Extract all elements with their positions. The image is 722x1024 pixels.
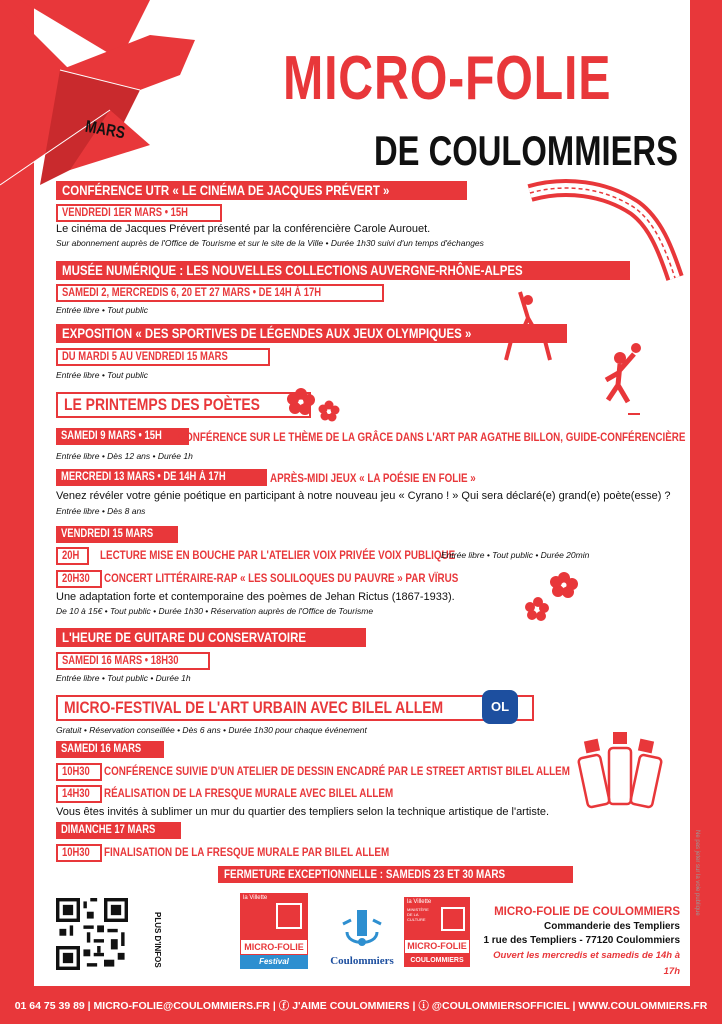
printemps-e1-date: SAMEDI 9 MARS • 15H bbox=[56, 428, 189, 445]
printemps-e3-date: VENDREDI 15 MARS bbox=[56, 526, 178, 543]
utr-title: CONFÉRENCE UTR « LE CINÉMA DE JACQUES PRÉVERT » bbox=[56, 181, 467, 200]
logo2-label: Coulommiers bbox=[330, 955, 394, 967]
printemps-e2-info: Entrée libre • Dès 8 ans bbox=[56, 506, 146, 516]
logo1-sub: Festival bbox=[240, 955, 308, 969]
expo-title: EXPOSITION « DES SPORTIVES DE LÉGENDES AUX JEUX OLYMPIQUES » bbox=[56, 324, 567, 343]
micro-folie-festival-logo bbox=[240, 893, 308, 973]
expo-info: Entrée libre • Tout public bbox=[56, 370, 148, 380]
musee-date: SAMEDI 2, MERCREDIS 6, 20 ET 27 MARS • DE 14H À 17H bbox=[56, 284, 384, 302]
logo1-top: la Villette bbox=[243, 895, 268, 901]
contact-info bbox=[480, 904, 680, 980]
logo3-top: la Villette bbox=[407, 899, 432, 905]
ol-logo-icon: OL bbox=[482, 690, 518, 724]
festival-day1: SAMEDI 16 MARS bbox=[56, 741, 164, 758]
utr-info: Sur abonnement auprès de l'Office de Tourisme et sur le site de la Ville • Durée 1h30 suivi d'un temps d'échanges bbox=[56, 238, 484, 248]
logo1-cubes-icon bbox=[276, 903, 302, 929]
flower-icon bbox=[524, 570, 584, 625]
musee-title: MUSÉE NUMÉRIQUE : LES NOUVELLES COLLECTIONS AUVERGNE-RHÔNE-ALPES bbox=[56, 261, 630, 280]
utr-date: VENDREDI 1ER MARS • 15H bbox=[56, 204, 222, 222]
printemps-e3b-time: 20H30 bbox=[56, 570, 102, 588]
logo1-main: MICRO-FOLIE bbox=[240, 939, 308, 955]
festival-info: Gratuit • Réservation conseillée • Dès 6 ans • Durée 1h30 pour chaque événement bbox=[56, 725, 367, 735]
printemps-e3b-info: De 10 à 15€ • Tout public • Durée 1h30 • Réservation auprès de l'Office de Tourisme bbox=[56, 606, 374, 616]
flower-icon bbox=[285, 385, 345, 425]
logo3-ministry: MINISTÈRE DE LA CULTURE bbox=[407, 907, 429, 922]
printemps-e3a-time: 20H bbox=[56, 547, 89, 565]
footer-contacts[interactable]: 01 64 75 39 89 | MICRO-FOLIE@COULOMMIERS.FR | ⓕ J'AIME COULOMMIERS | ⓘ @COULOMMIERSOFFICIEL | WWW.COULOMMIERS.FR bbox=[14, 1000, 708, 1012]
expo-date: DU MARDI 5 AU VENDREDI 15 MARS bbox=[56, 348, 270, 366]
festival-day2: DIMANCHE 17 MARS bbox=[56, 822, 181, 839]
festival-time2: 14H30 bbox=[56, 785, 102, 803]
month-label: MARS bbox=[83, 116, 127, 143]
qr-code-icon[interactable] bbox=[56, 898, 128, 970]
utr-description: Le cinéma de Jacques Prévert présenté par la conférencière Carole Aurouet. bbox=[56, 223, 431, 235]
coulommiers-logo bbox=[322, 902, 402, 972]
logo3-main: MICRO-FOLIE bbox=[404, 939, 470, 954]
festival-activity3: FINALISATION DE LA FRESQUE MURALE PAR BILEL ALLEM bbox=[104, 845, 390, 859]
logo3-cubes-icon bbox=[441, 907, 465, 931]
printemps-e1-title: CONFÉRENCE SUR LE THÈME DE LA GRÂCE DANS L'ART PAR AGATHE BILLON, GUIDE-CONFÉRENCIÈRE bbox=[178, 430, 686, 444]
printemps-e3b-title: CONCERT LITTÉRAIRE-RAP « LES SOLILOQUES DU PAUVRE » PAR VÏRUS bbox=[104, 571, 459, 585]
side-note: Ne pas jeter sur la voie publique bbox=[694, 830, 700, 916]
info-line1: Commanderie des Templiers bbox=[544, 921, 680, 932]
page-title: MICRO-FOLIE bbox=[283, 44, 612, 113]
guitare-info: Entrée libre • Tout public • Durée 1h bbox=[56, 673, 191, 683]
page-subtitle: DE COULOMMIERS bbox=[374, 127, 678, 174]
printemps-e3a-info: Entrée libre • Tout public • Durée 20min bbox=[441, 550, 590, 560]
musee-info: Entrée libre • Tout public bbox=[56, 305, 148, 315]
spray-cans-icon bbox=[575, 726, 665, 816]
fermeture-banner: FERMETURE EXCEPTIONNELLE : SAMEDIS 23 ET 30 MARS bbox=[218, 866, 573, 883]
festival-time3: 10H30 bbox=[56, 844, 102, 862]
festival-activity1: CONFÉRENCE SUIVIE D'UN ATELIER DE DESSIN ENCADRÉ PAR LE STREET ARTIST BILEL ALLEM bbox=[104, 764, 570, 778]
qr-label: PLUS D'INFOS bbox=[153, 912, 162, 968]
festival-title: MICRO-FESTIVAL DE L'ART URBAIN AVEC BILEL ALLEM bbox=[56, 695, 534, 721]
micro-folie-coulommiers-logo bbox=[404, 897, 470, 967]
info-hours: Ouvert les mercredis et samedis de 14h à 17h bbox=[493, 950, 680, 977]
handball-player-icon bbox=[598, 340, 648, 420]
coulommiers-emblem-icon bbox=[337, 902, 387, 950]
guitare-date: SAMEDI 16 MARS • 18H30 bbox=[56, 652, 210, 670]
info-title: MICRO-FOLIE DE COULOMMIERS bbox=[494, 906, 680, 918]
printemps-e1-info: Entrée libre • Dès 12 ans • Durée 1h bbox=[56, 451, 193, 461]
festival-activity2: RÉALISATION DE LA FRESQUE MURALE AVEC BILEL ALLEM bbox=[104, 786, 394, 800]
logo3-sub: COULOMMIERS bbox=[404, 954, 470, 967]
festival-time1: 10H30 bbox=[56, 763, 102, 781]
info-line2: 1 rue des Templiers - 77120 Coulommiers bbox=[483, 935, 680, 946]
printemps-e2-date: MERCREDI 13 MARS • DE 14H À 17H bbox=[56, 469, 267, 486]
printemps-e3b-description: Une adaptation forte et contemporaine des poèmes de Jehan Rictus (1867-1933). bbox=[56, 591, 455, 603]
origami-bird-icon bbox=[0, 0, 260, 190]
printemps-e3a-title: LECTURE MISE EN BOUCHE PAR L'ATELIER VOIX PRIVÉE VOIX PUBLIQUE bbox=[100, 548, 456, 562]
printemps-e2-title: APRÈS-MIDI JEUX « LA POÉSIE EN FOLIE » bbox=[270, 471, 476, 485]
printemps-title: LE PRINTEMPS DES POÈTES bbox=[56, 392, 311, 418]
festival-description: Vous êtes invités à sublimer un mur du quartier des templiers selon la technique artistique de l'artiste. bbox=[56, 806, 550, 818]
printemps-e2-description: Venez révéler votre génie poétique en participant à notre nouveau jeu « Cyrano ! » Qui sera déclaré(e) grand(e) poète(esse) ? bbox=[56, 490, 671, 502]
guitare-title: L'HEURE DE GUITARE DU CONSERVATOIRE bbox=[56, 628, 366, 647]
